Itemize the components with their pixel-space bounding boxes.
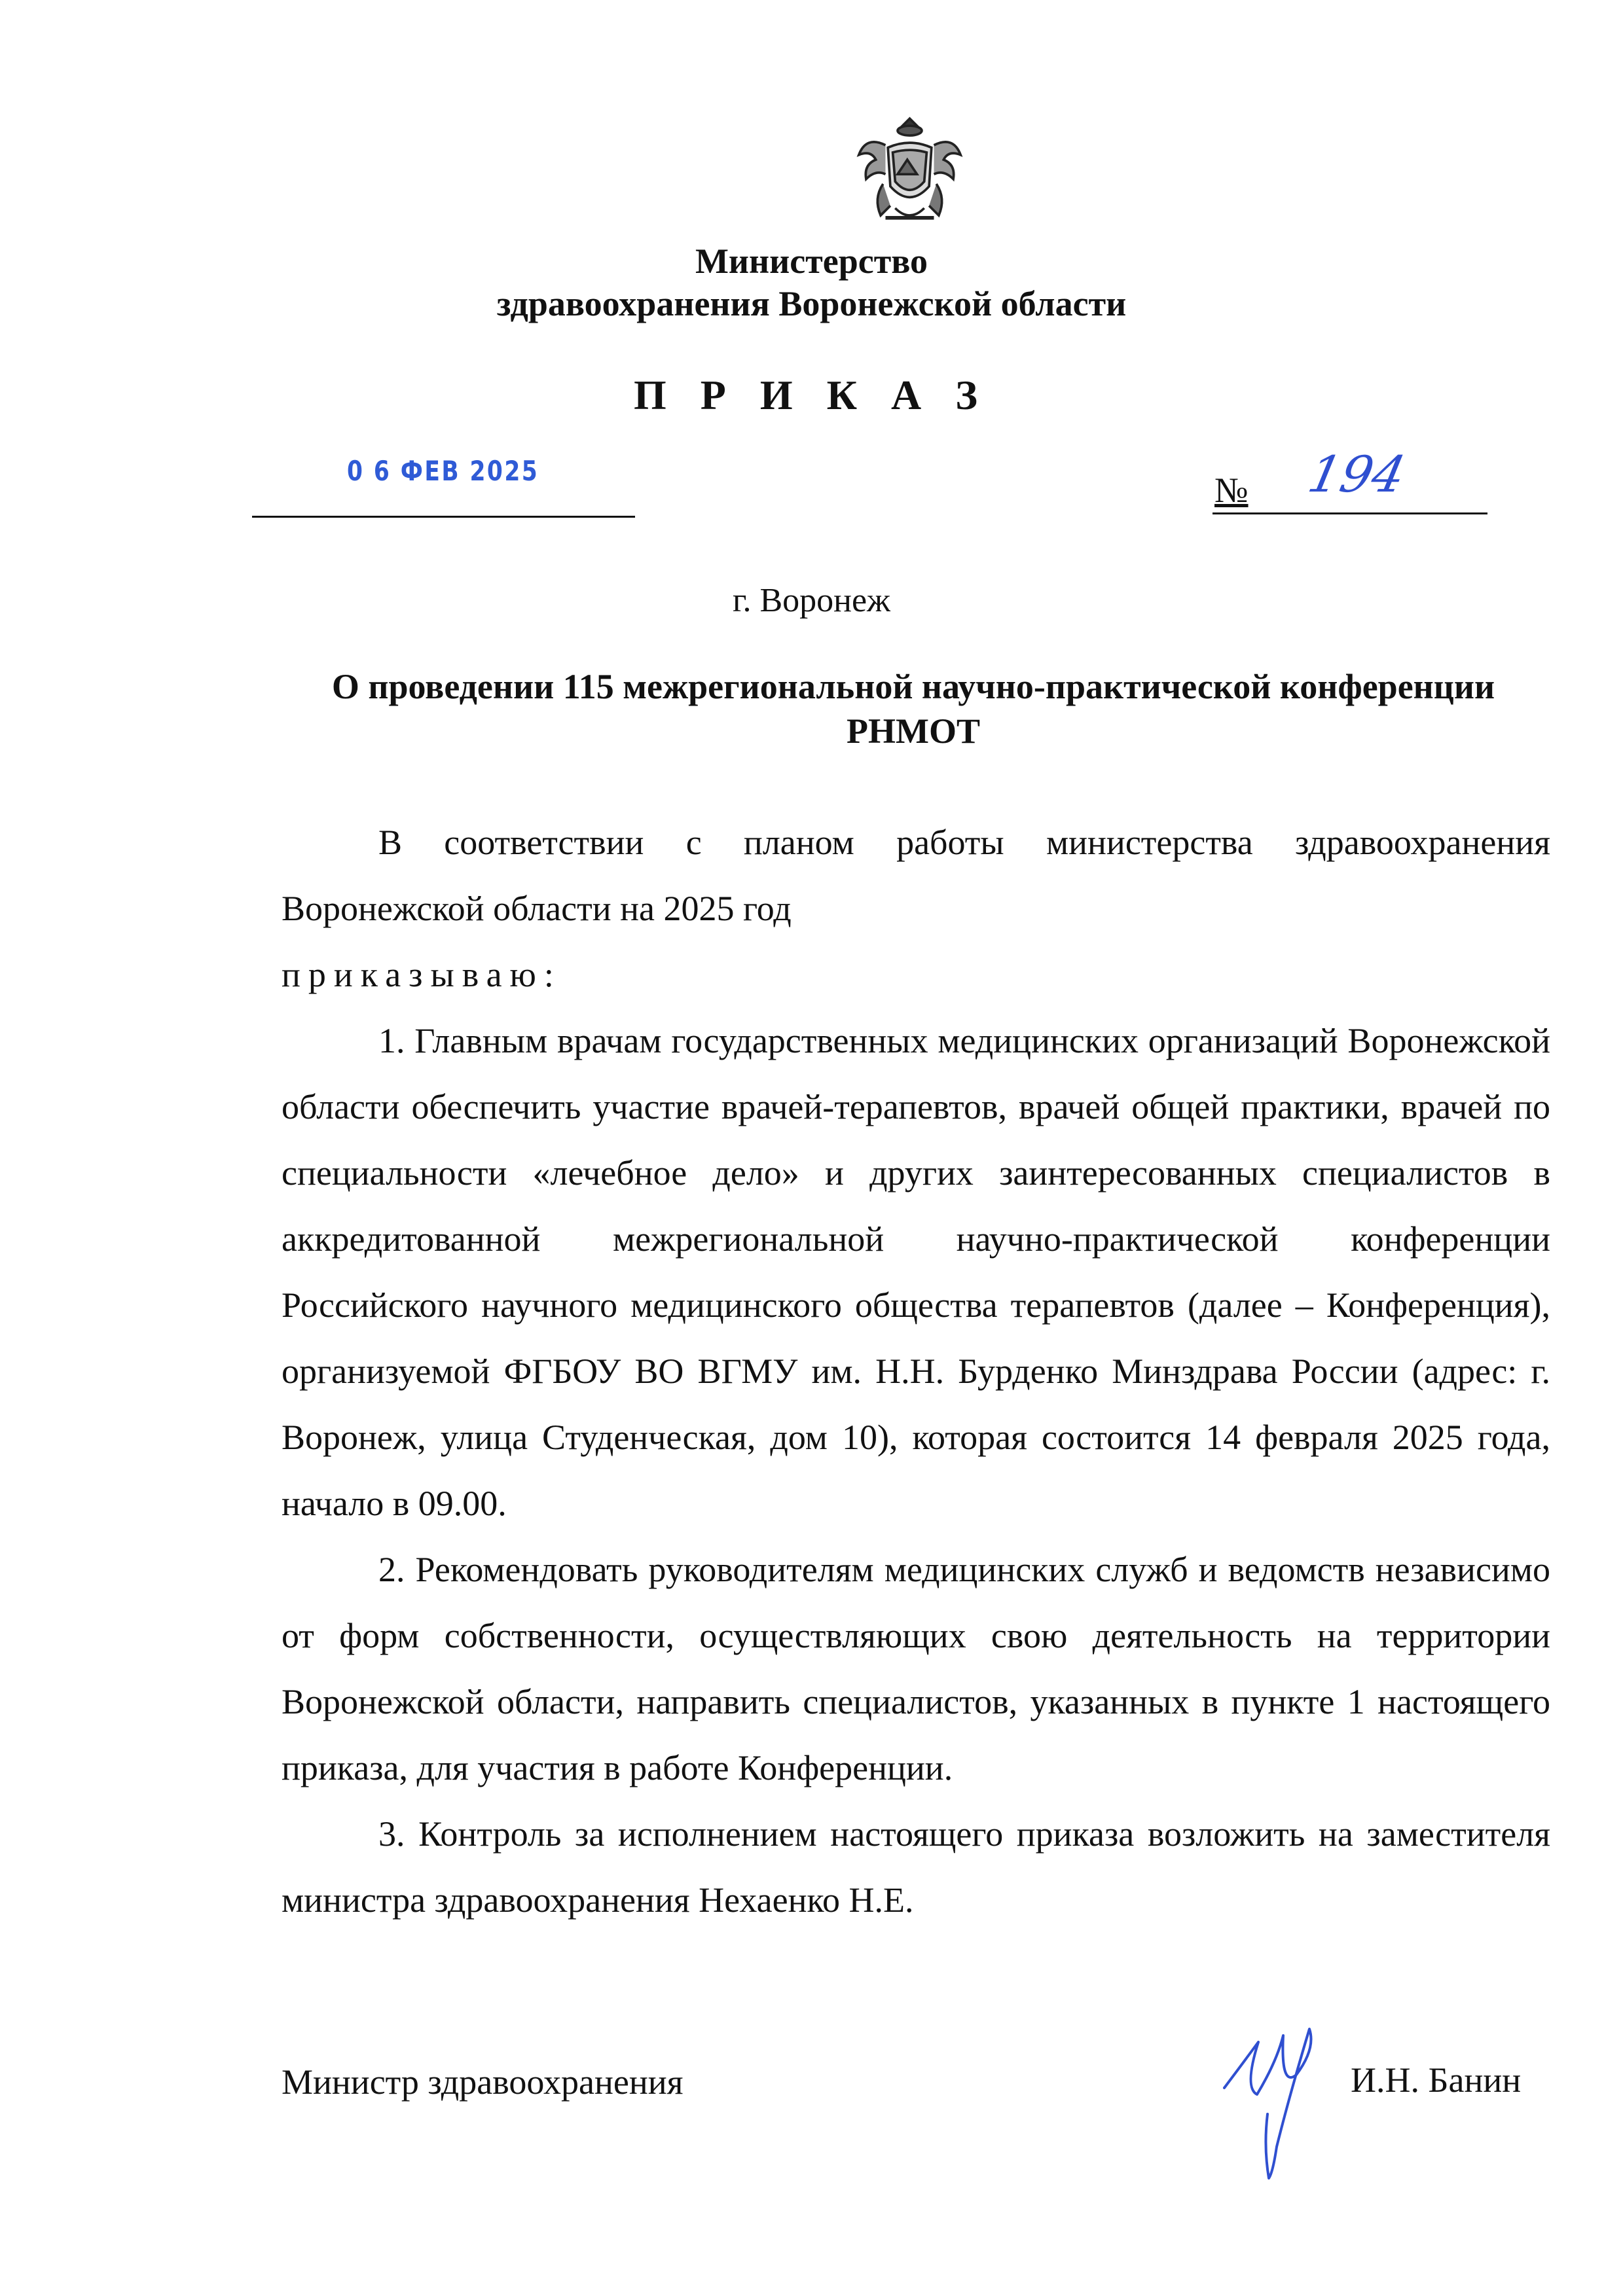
signatory-name: И.Н. Банин bbox=[1351, 2060, 1522, 2100]
order-keyword: приказываю: bbox=[282, 955, 562, 994]
order-body bbox=[282, 810, 1550, 1933]
date-underline bbox=[252, 516, 635, 518]
signatory-position: Министр здравоохранения bbox=[282, 2062, 684, 2102]
date-stamp: 0 6 ФЕВ 2025 bbox=[347, 455, 539, 487]
document-type-title: П Р И К А З bbox=[633, 372, 990, 418]
item-2-paragraph: 2. Рекомендовать руководителям медицинских служб и ведомств независимо от форм собственности, осуществляющих свою деятельность на территории Воронежской области, направить специалистов, указанных в пункте 1 настоящего приказа, для участия в работе Конференции. bbox=[282, 1550, 1550, 1787]
number-underline bbox=[1213, 512, 1487, 514]
preamble-paragraph: В соответствии с планом работы министерства здравоохранения Воронежской области на 2025 год bbox=[282, 823, 1550, 928]
handwritten-number: 194 bbox=[1303, 445, 1411, 503]
item-1-paragraph: 1. Главным врачам государственных медицинских организаций Воронежской области обеспечить участие врачей-терапевтов, врачей общей практики, врачей по специальности «лечебное дело» и других заинтересованных специалистов в аккредитованной межрегиональной научно-практической конференции Российского научного медицинского общества терапевтов (далее – Конференция), организуемой ФГБОУ ВО ВГМУ им. Н.Н. Бурденко Минздрава России (адрес: г. Воронеж, улица Студенческая, дом 10), которая состоится 14 февраля 2025 года, начало в 09.00. bbox=[282, 1021, 1550, 1523]
subject-line1: О проведении 115 межрегиональной научно-практической конференции bbox=[331, 667, 1495, 706]
item-3-paragraph: 3. Контроль за исполнением настоящего приказа возложить на заместителя министра здравоохранения Нехаенко Н.Е. bbox=[282, 1814, 1550, 1920]
number-label: № bbox=[1214, 471, 1249, 510]
order-subject bbox=[282, 664, 1545, 753]
handwritten-signature-icon bbox=[1218, 2016, 1322, 2179]
city-line: г. Воронеж bbox=[733, 582, 890, 619]
coat-of-arms-icon bbox=[849, 111, 970, 232]
ministry-name-line2: здравоохранения Воронежской области bbox=[496, 284, 1127, 323]
subject-line2: РНМОТ bbox=[847, 711, 980, 751]
ministry-name-line1: Министерство bbox=[695, 242, 928, 281]
